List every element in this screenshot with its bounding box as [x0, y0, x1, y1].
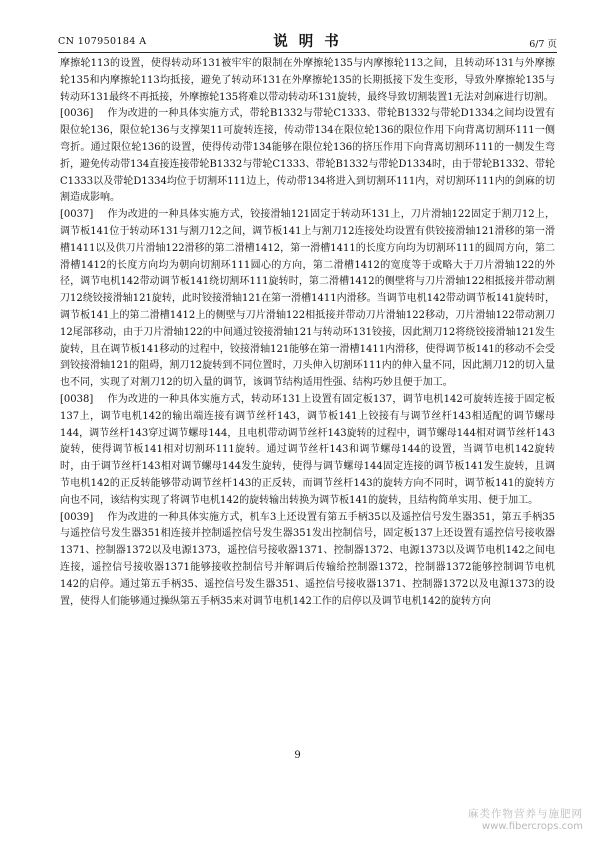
- page-info: 6/7 页: [529, 39, 557, 50]
- page-number: 9: [294, 750, 301, 761]
- watermark-url: www.fibercrops.com: [481, 821, 583, 832]
- paragraph-0037: [60, 207, 555, 392]
- paragraph-0039: [60, 510, 555, 611]
- paragraph-text: 摩擦轮113的设置，使得转动环131被牢牢的限制在外摩擦轮135与内摩擦轮113之间，且转动环131与外摩擦轮135和内摩擦轮113均抵接，避免了转动环131在外摩擦轮135的长期抵接下发生变形，导致外摩擦轮135与转动环131最终不再抵接，外摩擦轮135将难以带动转动环131旋转，最终导致切割装置1无法对剑麻进行切割。: [60, 58, 555, 103]
- paragraph-0036: [60, 106, 555, 207]
- watermark-title: 麻类作物营养与施肥网: [468, 808, 583, 820]
- header-rule: [58, 52, 557, 53]
- page-header: [58, 30, 557, 50]
- paragraph-text: 作为改进的一种具体实施方式，机车3上还设置有第五手柄35以及遥控信号发生器351，第五手柄35与遥控信号发生器351相连接并控制遥控信号发生器351发出控制信号，固定板137上还设置有遥控信号接收器1371、控制器1372以及电源1373，遥控信号接收器1371、控制器1372、电源1373以及调节电机142之间电连接，遥控信号接收器1371能够接收控制信号并解调后传输给控制器1372，控制器1372能够控制调节电机142的启停。通过第五手柄35、遥控信号发生器351、遥控信号接收器1371、控制器1372以及电源1373的设置，使得人们能够通过操纵第五手柄35来对调节电机142工作的启停以及调节电机142的旋转方向: [60, 511, 555, 607]
- document-number: CN 107950184 A: [58, 36, 147, 47]
- paragraph-text: 作为改进的一种具体实施方式，铰接滑轴121固定于转动环131上，刀片滑轴122固定于割刀12上，调节板141位于转动环131与割刀12之间，调节板141上与割刀12连接处均设置有供铰接滑轴121滑移的第一滑槽1411以及供刀片滑轴122滑移的第二滑槽1412，第一滑槽1411的长度方向均为切割环111的圆周方向，第二滑槽1412的长度方向均为朝向切割环111圆心的方向，第二滑槽1412的宽度等于或略大于刀片滑轴122的外径，调节电机142带动调节板141绕切割环111旋转时，第二滑槽1412的侧壁将与刀片滑轴122相抵接并带动割刀12绕铰接滑轴121旋转，此时铰接滑轴121在第一滑槽1411内滑移。当调节电机142带动调节板141旋转时，调节板141上的第二滑槽1412上的侧壁与刀片滑轴122相抵接并带动刀片滑轴122移动，刀片滑轴122带动割刀12尾部移动，由于刀片滑轴122的中间通过铰接滑轴121与转动环131铰接，因此割刀12将绕铰接滑轴121发生旋转，且在调节板141移动的过程中，铰接滑轴121能够在第一滑槽1411内滑移，使得调节板141的移动不会受到铰接滑轴121的阻碍，割刀12旋转到不同位置时，刀头伸入切割环111内的伸入量不同，因此割刀12的切入量也不同，实现了对割刀12的切入量的调节，该调节结构适用性强、结构巧妙且便于加工。: [60, 209, 555, 389]
- document-title: 说 明 书: [273, 33, 342, 50]
- document-body: [60, 56, 555, 610]
- watermark: [468, 806, 583, 832]
- paragraph-continuation: [60, 56, 555, 106]
- paragraph-number: [0039]: [60, 511, 94, 523]
- paragraph-0038: [60, 392, 555, 510]
- paragraph-number: [0038]: [60, 393, 94, 405]
- paragraph-text: 作为改进的一种具体实施方式，转动环131上设置有固定板137，调节电机142可旋转连接于固定板137上，调节电机142的输出端连接有调节丝杆143，调节板141上铰接有与调节丝杆143相适配的调节螺母144，调节丝杆143穿过调节螺母144，且电机带动调节丝杆143旋转的过程中，调节螺母144相对调节丝杆143旋转，使得调节板141相对切割环111旋转。通过调节丝杆143和调节螺母144的设置，当调节电机142旋转时，由于调节丝杆143相对调节螺母144发生旋转，使得与调节螺母144固定连接的调节板141发生旋转，且调节电机142的正反转能够带动调节丝杆143的正反转，而调节丝杆143的旋转方向不同时，调节板141的旋转方向也不同，该结构实现了将调节电机142的旋转输出转换为调节板141的旋转，且结构简单实用、便于加工。: [60, 393, 555, 506]
- paragraph-number: [0036]: [60, 108, 94, 120]
- paragraph-text: 作为改进的一种具体实施方式，带轮B1332与带轮C1333、带轮B1332与带轮D1334之间均设置有限位轮136，限位轮136与支撑架11可旋转连接，传动带134在限位轮136的限位作用下向背离切割环111一侧弯折。通过限位轮136的设置，使得传动带134能够在限位轮136的挤压作用下向背离切割环111的一侧发生弯折，避免传动带134直接连接带轮B1332与带轮C1333、带轮B1332与带轮D1334时，由于带轮B1332、带轮C1333以及带轮D1334均位于切割环111边上，传动带134将进入到切割环111内，对切割环111内的剑麻的切割造成影响。: [60, 108, 555, 204]
- paragraph-number: [0037]: [60, 209, 94, 221]
